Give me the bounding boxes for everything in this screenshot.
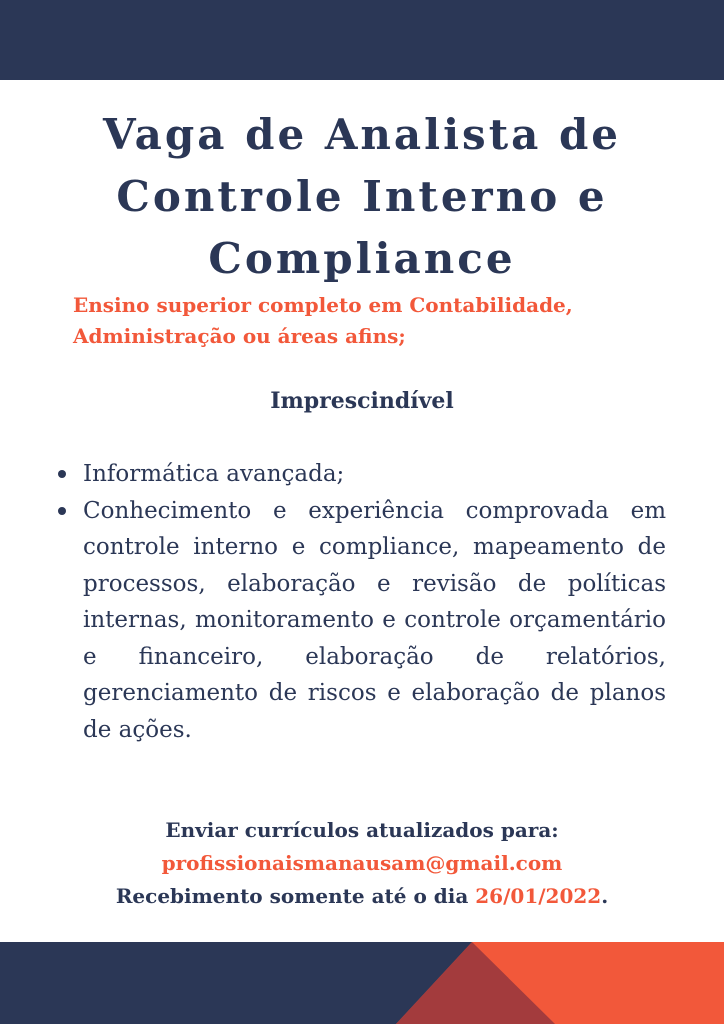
job-title <box>0 104 724 290</box>
deadline-prefix: Recebimento somente até o dia <box>115 884 476 908</box>
job-title-line-2: Controle Interno e <box>116 172 608 221</box>
requirement-text: Conhecimento e experiência comprovada em controle interno e compliance, mapeamento de processos, elaboração e revisão de políticas internas, monitoramento e controle orçamentário e financeiro, elaboração de relatórios, gerenciamento de riscos e elaboração de planos de ações. <box>83 497 666 743</box>
contact-section <box>0 814 724 913</box>
list-item <box>56 456 666 493</box>
top-banner <box>0 0 724 80</box>
education-line-2: Administração ou áreas afins; <box>73 324 406 348</box>
bullet-icon <box>58 470 66 478</box>
requirement-text: Informática avançada; <box>83 461 345 487</box>
requirements-list <box>56 456 666 748</box>
contact-email[interactable]: profissionaismanausam@gmail.com <box>161 851 563 875</box>
education-line-1: Ensino superior completo em Contabilidade, <box>73 293 573 317</box>
list-item <box>56 493 666 749</box>
bottom-banner <box>0 942 724 1024</box>
essential-heading: Imprescindível <box>270 388 454 414</box>
job-title-line-1: Vaga de Analista de <box>102 110 622 159</box>
deadline-line <box>0 880 724 913</box>
education-requirement <box>73 290 673 352</box>
job-title-line-3: Compliance <box>208 234 516 283</box>
deadline-date: 26/01/2022 <box>475 884 602 908</box>
deadline-suffix: . <box>601 884 609 908</box>
bullet-icon <box>58 507 66 515</box>
contact-instruction: Enviar currículos atualizados para: <box>165 818 559 842</box>
